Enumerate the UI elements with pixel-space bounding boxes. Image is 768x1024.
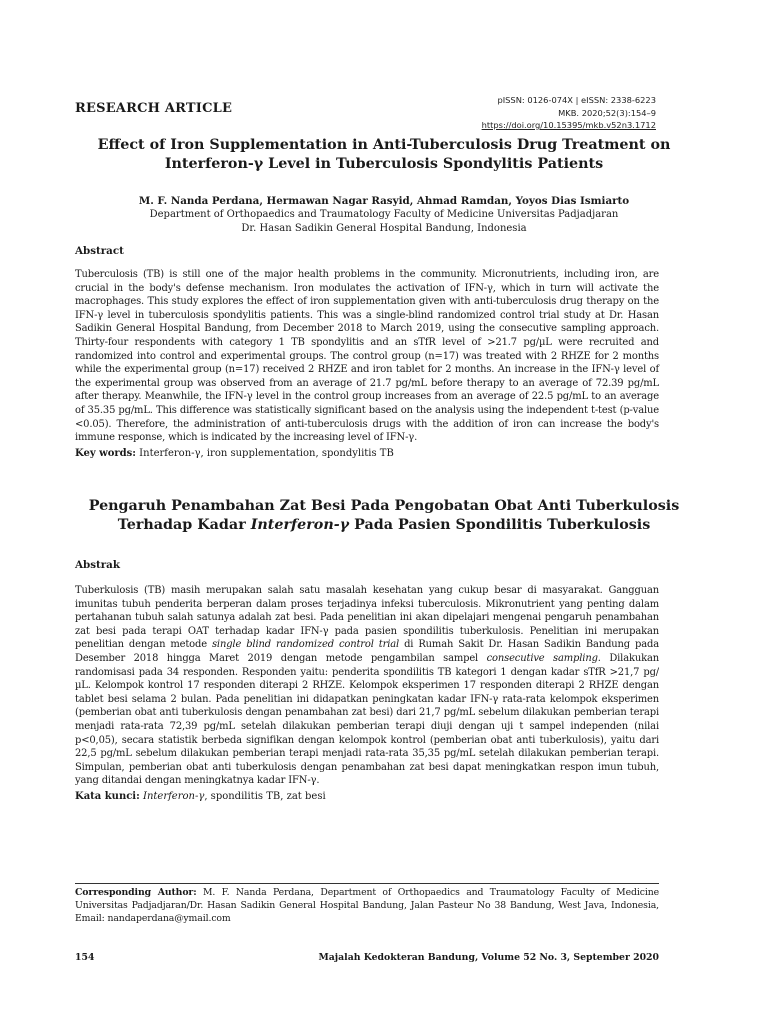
abstrak-part-2: di Rumah Sakit Dr. Hasan Sadikin Bandung pada Desember 2018 hingga Maret 2019 dengan metode pengambilan sampel xyxy=(75,639,659,664)
abstrak-part-1: Tuberkulosis (TB) masih merupakan salah satu masalah kesehatan yang cukup besar di masyarakat. Gangguan imunitas tubuh penderita berperan dalam proses terjadinya infeksi tuberculosis. Mikronutrient yang penting dalam pertahanan tubuh salah satunya adalah zat besi. Pada penelitian ini akan dipelajari mengenai pengaruh penambahan zat besi pada terapi OAT terhadap kadar IFN-γ pada pasien spondilitis tuberkulosis. Penelitian ini merupakan penelitian dengan metode xyxy=(75,585,659,651)
affiliation-line-2: Dr. Hasan Sadikin General Hospital Bandung, Indonesia xyxy=(241,223,527,234)
keywords-text: Interferon-γ, iron supplementation, spondylitis TB xyxy=(136,448,394,459)
abstrak-part-3: . Dilakukan randomisasi pada 34 responden. Responden yaitu: penderita spondilitis TB kategori 1 dengan kadar sTfR >21,7 pg/µL. Kelompok kontrol 17 responden diterapi 2 RHZE. Kelompok eksperimen 17 responden diterapi 2 RHZE dengan tablet besi selama 2 bulan. Pada penelitian ini didapatkan peningkatan kadar IFN-γ rata-rata kelompok eksperimen (pemberian obat anti tuberkulosis dengan penambahan zat besi) dari 21,7 pg/mL sebelum dilakukan pemberian terapi menjadi rata-rata 72,39 pg/mL setelah dilakukan pemberian terapi diuji dengan uji t sampel independen (nilai p<0,05), secara statistik berbeda signifikan dengan kelompok kontrol (pemberian obat anti tuberkulosis), yaitu dari 22,5 pg/mL sebelum dilakukan pemberian terapi menjadi rata-rata 35,35 pg/mL setelah dilakukan pemberian terapi. Simpulan, pemberian obat anti tuberkulosis dengan penambahan zat besi dapat meningkatkan respon imun tubuh, yang ditandai dengan meningkatnya kadar IFN-γ. xyxy=(75,652,659,787)
english-title-line-1: Effect of Iron Supplementation in Anti-Tuberculosis Drug Treatment on xyxy=(97,137,671,153)
english-keywords xyxy=(75,447,659,461)
indonesian-title xyxy=(75,497,693,535)
affiliation-line-1: Department of Orthopaedics and Traumatology Faculty of Medicine Universitas Padjadjaran xyxy=(149,209,619,220)
corresponding-author-label: Corresponding Author: xyxy=(75,887,197,898)
issn-text: pISSN: 0126-074X | eISSN: 2338-6223 xyxy=(497,95,656,105)
issn-block xyxy=(482,94,656,132)
indonesian-abstract xyxy=(75,584,659,788)
english-title xyxy=(75,136,693,174)
corresponding-author xyxy=(75,886,659,925)
doi-link[interactable]: https://doi.org/10.15395/mkb.v52n3.1712 xyxy=(481,120,656,130)
corresponding-author-text: M. F. Nanda Perdana, Department of Orthopaedics and Traumatology Faculty of Medicine Universitas Padjadjaran/Dr. Hasan Sadikin General Hospital Bandung, Jalan Pasteur No 38 Bandung, West Java, Indonesia, Email: nandaperdana@ymail.com xyxy=(75,887,659,924)
indonesian-title-line-1: Pengaruh Penambahan Zat Besi Pada Pengobatan Obat Anti Tuberkulosis xyxy=(88,498,680,514)
english-abstract: Tuberculosis (TB) is still one of the major health problems in the community. Micronutrients, including iron, are crucial in the body's defense mechanism. Iron modulates the activation of IFN-γ, which in turn will activate the macrophages. This study explores the effect of iron supplementation given with anti-tuberculosis drug therapy on the IFN-γ level in tuberculosis spondylitis patients. This was a single-blind randomized control trial study at Dr. Hasan Sadikin General Hospital Bandung, from December 2018 to March 2019, using the consecutive sampling approach. Thirty-four respondents with category 1 TB spondylitis and an sTfR level of >21.7 pg/µL were recruited and randomized into control and experimental groups. The control group (n=17) was treated with 2 RHZE for 2 months while the experimental group (n=17) received 2 RHZE and iron tablet for 2 months. An increase in the IFN-γ level of the experimental group was observed from an average of 21.7 pg/mL before therapy to an average of 72.39 pg/mL after therapy. Meanwhile, the IFN-γ level in the control group increases from an average of 22.5 pg/mL to an average of 35.35 pg/mL. This difference was statistically significant based on the analysis using the independent t-test (p-value <0.05). Therefore, the administration of anti-tuberculosis drugs with the addition of iron can increase the body's immune response, which is indicated by the increasing level of IFN-γ. xyxy=(75,269,659,444)
indonesian-title-line-2 xyxy=(75,516,693,535)
indonesian-keywords xyxy=(75,790,659,804)
journal-reference: MKB. 2020;52(3):154–9 xyxy=(558,107,656,118)
footnote-divider xyxy=(75,883,659,884)
affiliation xyxy=(75,208,693,236)
indonesian-title-line-2-post: Pada Pasien Spondilitis Tuberkulosis xyxy=(349,517,651,533)
article-type-label: RESEARCH ARTICLE xyxy=(75,101,233,116)
abstrak-italic-1: single blind randomized control trial xyxy=(211,639,400,651)
abstrak-heading: Abstrak xyxy=(75,559,120,571)
indonesian-title-italic: Interferon-γ xyxy=(250,517,350,533)
abstrak-italic-2: consecutive sampling xyxy=(486,652,598,664)
indonesian-title-line-2-pre: Terhadap Kadar xyxy=(117,517,251,533)
kata-kunci-italic: Interferon-γ xyxy=(139,791,205,802)
author-list: M. F. Nanda Perdana, Hermawan Nagar Rasyid, Ahmad Ramdan, Yoyos Dias Ismiarto xyxy=(138,195,630,207)
kata-kunci-label: Kata kunci: xyxy=(75,791,140,802)
keywords-label: Key words: xyxy=(75,448,136,459)
abstract-heading: Abstract xyxy=(75,245,124,257)
kata-kunci-text: , spondilitis TB, zat besi xyxy=(204,791,326,802)
page-number: 154 xyxy=(75,952,95,963)
english-title-line-2: Interferon-γ Level in Tuberculosis Spondylitis Patients xyxy=(164,156,604,172)
journal-footer: Majalah Kedokteran Bandung, Volume 52 No. 3, September 2020 xyxy=(318,952,659,963)
